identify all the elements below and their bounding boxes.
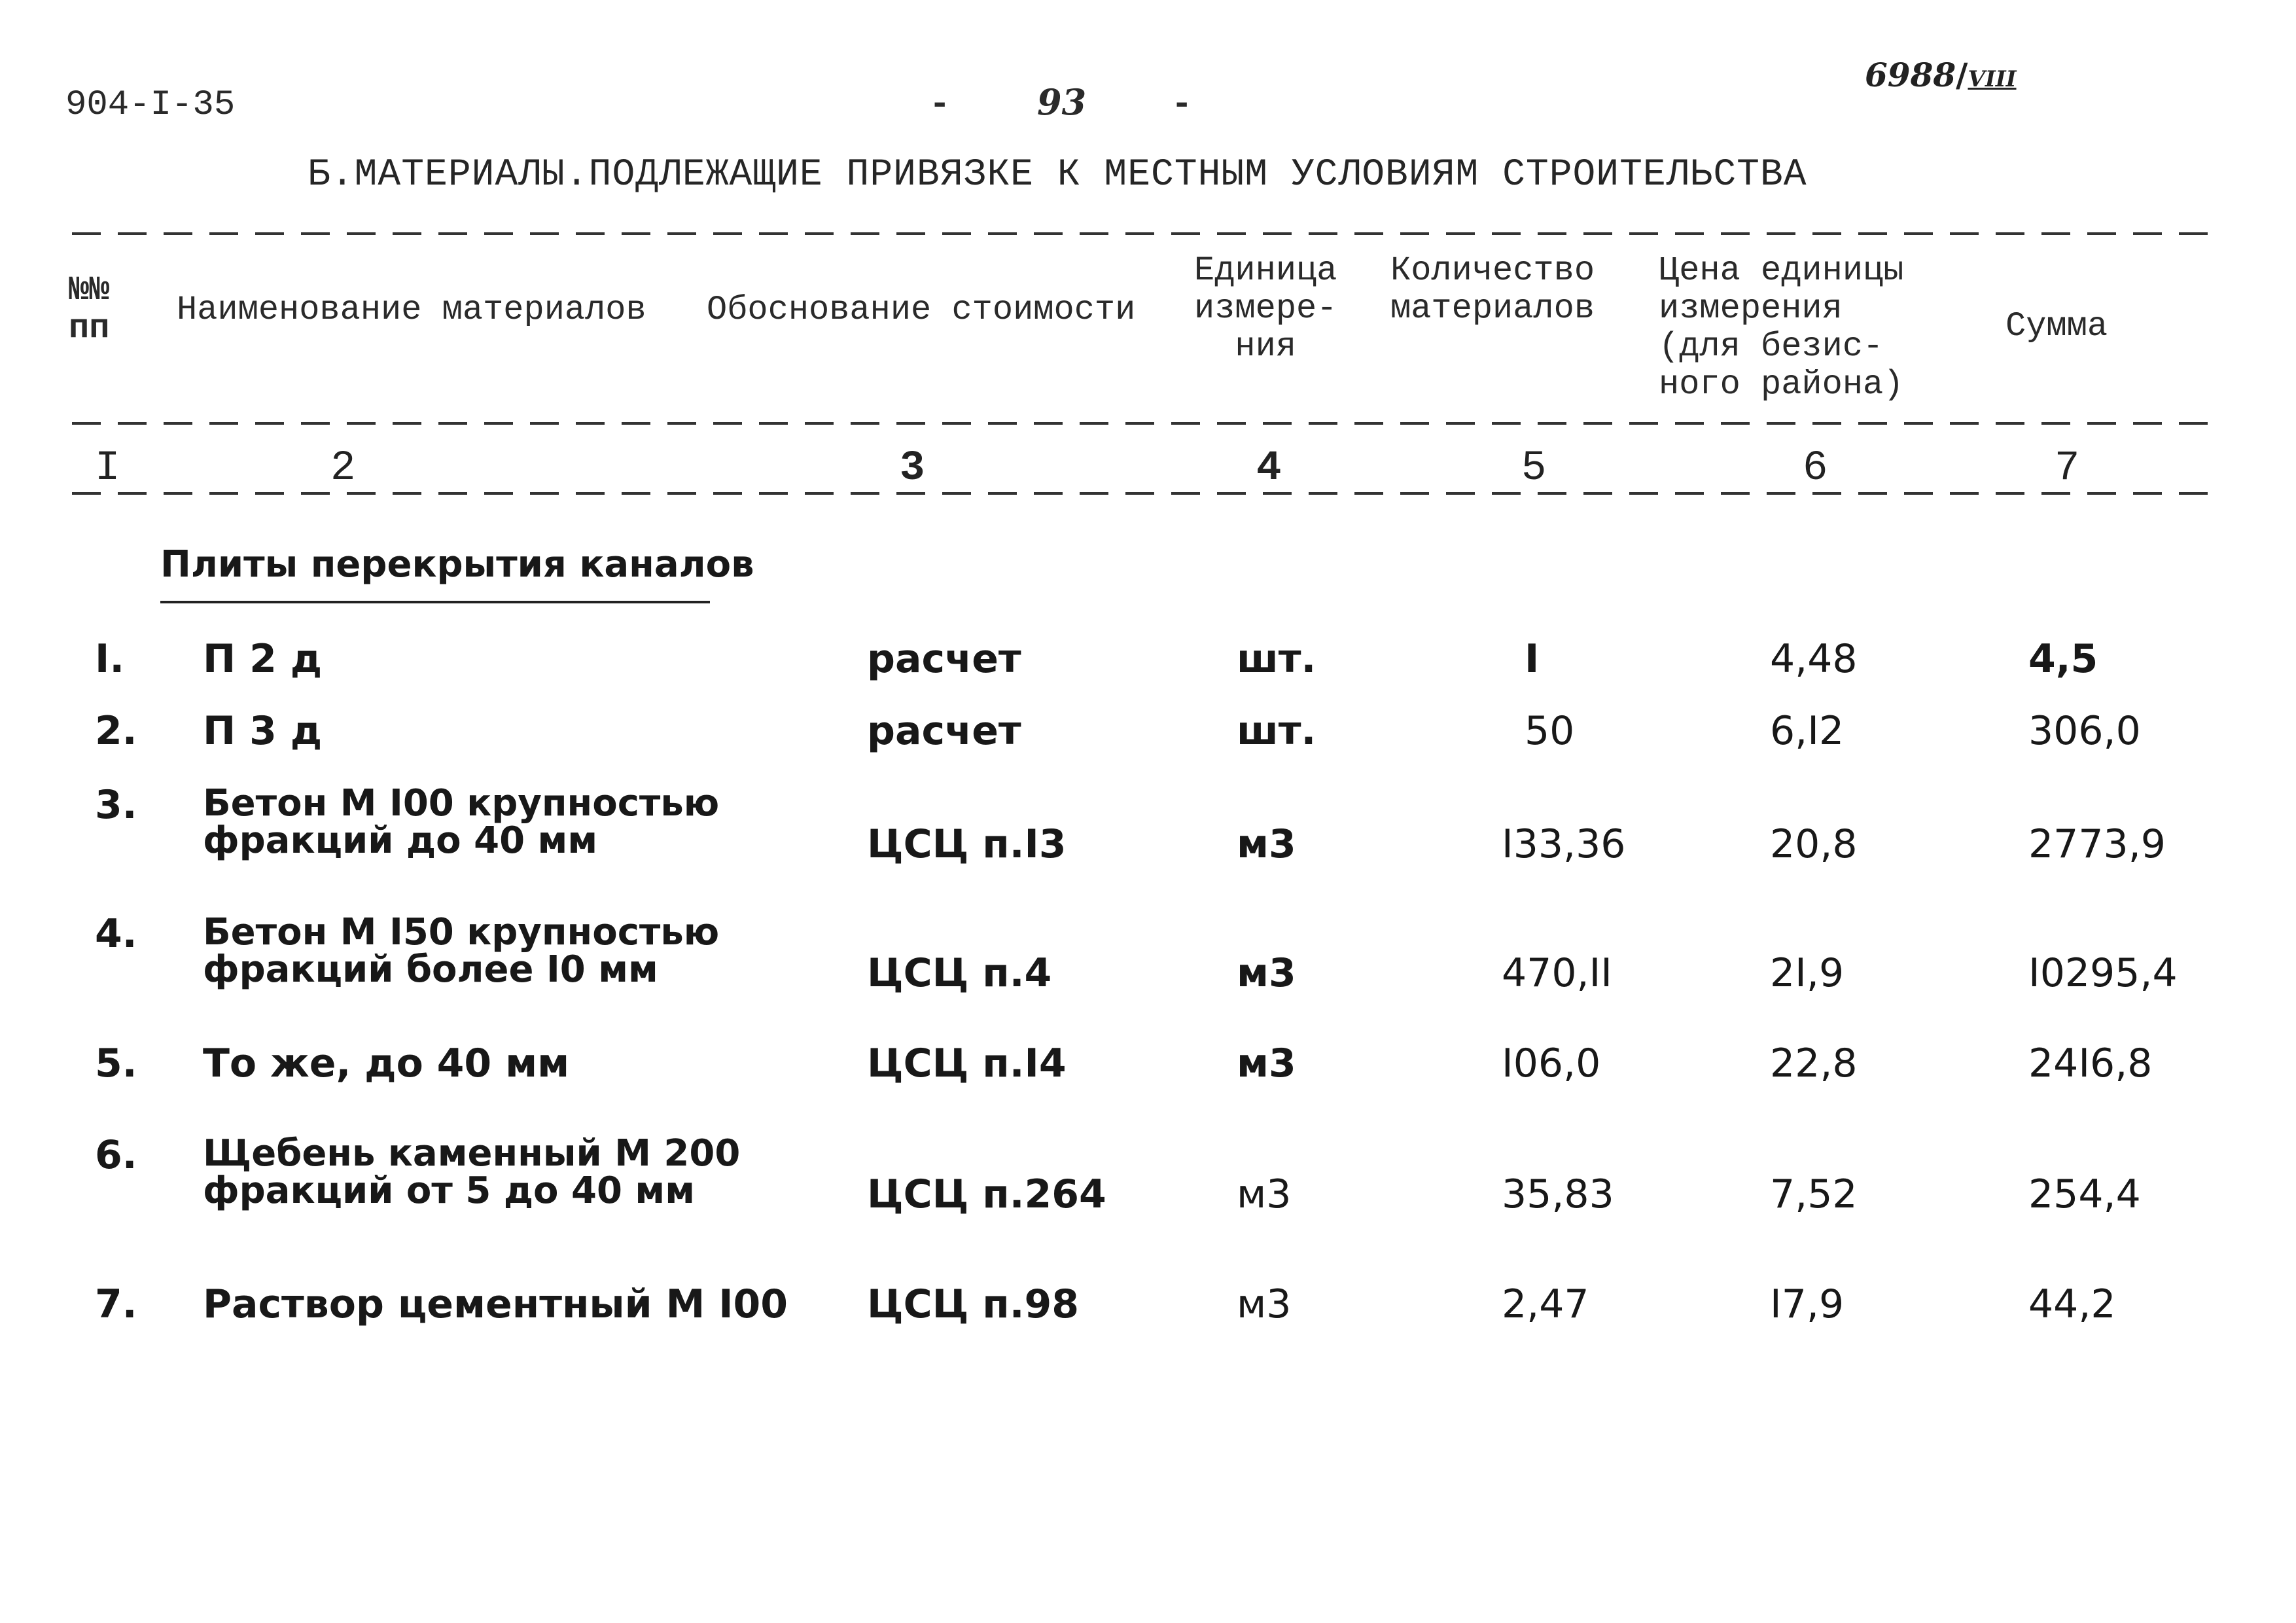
- row-unit: м3: [1237, 1281, 1292, 1327]
- row-unit: м3: [1237, 950, 1296, 996]
- row-name-line2: фракций от 5 до 40 мм: [203, 1169, 695, 1212]
- row-name-line2: фракций до 40 мм: [203, 819, 598, 862]
- row-quantity: 470,II: [1502, 950, 1612, 996]
- row-name-line2: фракций более I0 мм: [203, 948, 658, 991]
- row-quantity: 35,83: [1502, 1171, 1614, 1217]
- row-basis: расчет: [867, 708, 1021, 754]
- row-name: Раствор цементный М I00: [203, 1281, 788, 1327]
- row-sum: 44,2: [2028, 1281, 2116, 1327]
- col-number-3: 3: [900, 445, 925, 492]
- row-basis: расчет: [867, 636, 1021, 682]
- col-header-unit-line3: ния: [1235, 327, 1297, 366]
- row-name: П 3 д: [203, 708, 323, 754]
- row-price: 20,8: [1770, 821, 1858, 867]
- row-number: 3.: [95, 782, 137, 828]
- col-header-basis: Обоснование стоимости: [707, 291, 1136, 329]
- row-unit: м3: [1237, 1171, 1292, 1217]
- row-sum: 2773,9: [2028, 821, 2166, 867]
- row-name: То же, до 40 мм: [203, 1041, 570, 1086]
- column-number-rule: [72, 492, 2225, 495]
- row-number: 4.: [95, 911, 137, 957]
- row-price: I7,9: [1770, 1281, 1845, 1327]
- row-unit: шт.: [1237, 708, 1316, 754]
- row-price: 7,52: [1770, 1171, 1858, 1217]
- document-code: 904-I-35: [65, 85, 236, 125]
- col-header-number: [69, 272, 109, 348]
- col-header-price-line2: измерения: [1659, 289, 1843, 328]
- row-unit: м3: [1237, 1041, 1296, 1086]
- row-quantity: I33,36: [1502, 821, 1626, 867]
- col-header-unit: [1194, 252, 1337, 366]
- row-number: I.: [95, 636, 125, 682]
- row-sum: I0295,4: [2028, 950, 2178, 996]
- col-number-6: 6: [1803, 445, 1828, 492]
- page-dash-left: -: [929, 85, 951, 125]
- col-header-unit-line1: Единица: [1194, 251, 1337, 290]
- page-dash-right: -: [1171, 85, 1193, 125]
- row-name-line1: Щебень каменный М 200: [203, 1132, 741, 1175]
- header-bottom-rule: [72, 422, 2225, 425]
- row-number: 7.: [95, 1281, 137, 1327]
- col-header-number-line2: пп: [69, 309, 110, 348]
- row-sum: 4,5: [2028, 636, 2098, 682]
- row-basis: ЦСЦ п.4: [867, 950, 1052, 996]
- page-number: 93: [1037, 81, 1087, 123]
- row-number: 5.: [95, 1041, 137, 1086]
- col-header-unit-line2: измере-: [1194, 289, 1337, 328]
- row-name: П 2 д: [203, 636, 323, 682]
- row-unit: м3: [1237, 821, 1296, 867]
- col-number-4: 4: [1256, 445, 1282, 492]
- row-quantity: 50: [1525, 708, 1575, 754]
- row-quantity: I06,0: [1502, 1041, 1601, 1086]
- row-price: 4,48: [1770, 636, 1858, 682]
- col-header-price-line3: (для безис-: [1659, 327, 1884, 366]
- page-title: Б.МАТЕРИАЛЫ.ПОДЛЕЖАЩИЕ ПРИВЯЗКЕ К МЕСТНЫМ УСЛОВИЯМ СТРОИТЕЛЬСТВА: [308, 154, 1807, 196]
- row-quantity: 2,47: [1502, 1281, 1589, 1327]
- row-basis: ЦСЦ п.98: [867, 1281, 1079, 1327]
- row-sum: 306,0: [2028, 708, 2141, 754]
- section-title-underline: [160, 601, 710, 603]
- row-price: 6,I2: [1770, 708, 1845, 754]
- row-quantity: I: [1525, 636, 1540, 682]
- row-name-line1: Бетон М I50 крупностью: [203, 911, 720, 954]
- col-number-2: 2: [330, 445, 356, 492]
- col-number-1: I: [95, 445, 120, 492]
- row-sum: 24I6,8: [2028, 1041, 2153, 1086]
- col-header-quantity: [1390, 252, 1595, 328]
- table-top-rule: [72, 232, 2225, 235]
- archive-mark: [1865, 56, 2017, 94]
- col-header-name: Наименование материалов: [177, 291, 646, 329]
- row-basis: ЦСЦ п.I4: [867, 1041, 1067, 1086]
- row-number: 2.: [95, 708, 137, 754]
- row-sum: 254,4: [2028, 1171, 2141, 1217]
- col-header-price-line1: Цена единицы: [1659, 251, 1904, 290]
- col-number-7: 7: [2055, 445, 2080, 492]
- col-header-quantity-line2: материалов: [1390, 289, 1595, 328]
- row-number: 6.: [95, 1132, 137, 1178]
- col-header-quantity-line1: Количество: [1390, 251, 1595, 290]
- col-header-number-line1: №№: [69, 271, 110, 310]
- col-header-price: [1659, 252, 1903, 404]
- section-title: Плиты перекрытия каналов: [160, 543, 754, 586]
- row-basis: ЦСЦ п.I3: [867, 821, 1067, 867]
- row-basis: ЦСЦ п.264: [867, 1171, 1106, 1217]
- archive-mark-number: 6988: [1865, 56, 1956, 94]
- archive-mark-suffix: VIII: [1968, 66, 2017, 92]
- col-number-5: 5: [1521, 445, 1547, 492]
- archive-mark-slash: /: [1956, 56, 1968, 94]
- col-header-sum: Сумма: [2005, 307, 2108, 346]
- row-name-line1: Бетон М I00 крупностью: [203, 782, 720, 825]
- row-price: 2I,9: [1770, 950, 1845, 996]
- row-price: 22,8: [1770, 1041, 1858, 1086]
- col-header-price-line4: ного района): [1659, 365, 1904, 404]
- row-unit: шт.: [1237, 636, 1316, 682]
